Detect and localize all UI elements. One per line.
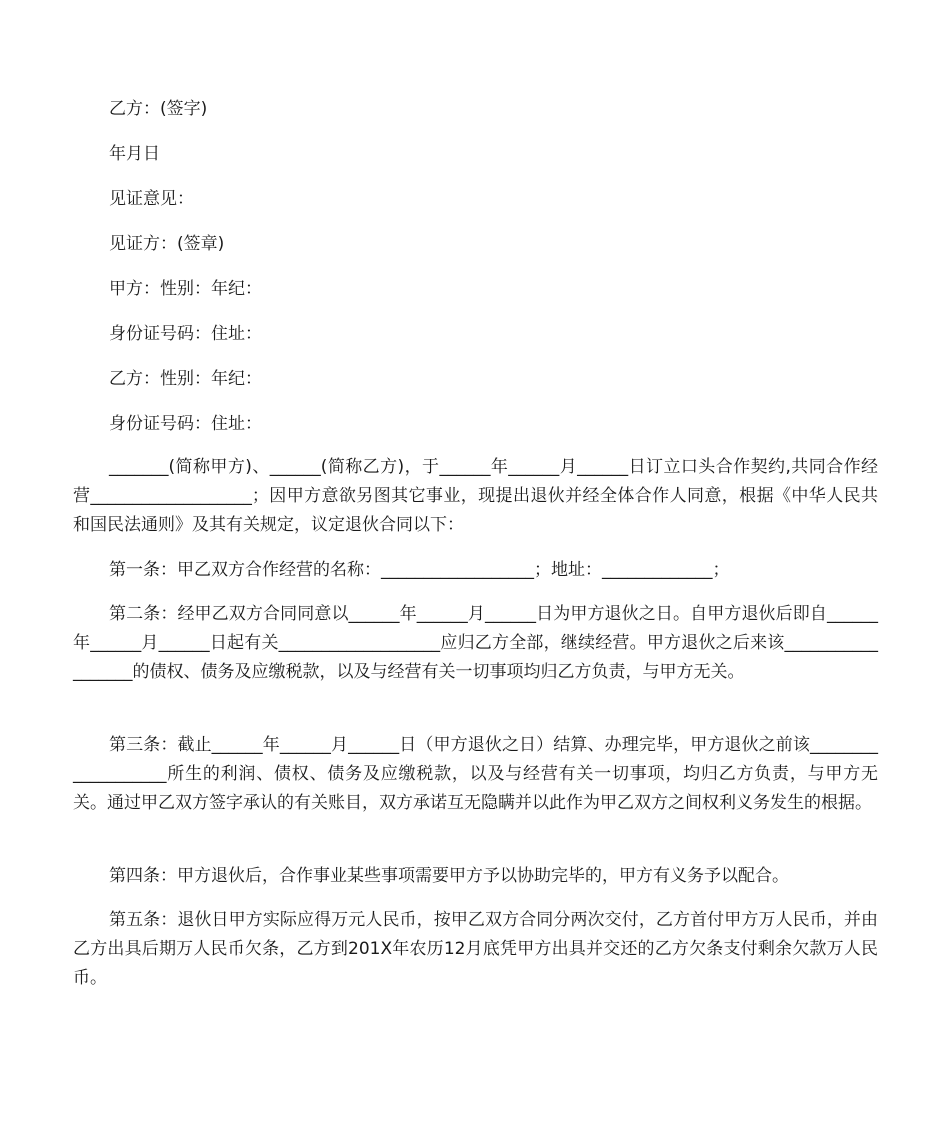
party-b-id-address-line: 身份证号码：住址： [109, 414, 262, 434]
witness-seal-line: 见证方：(签章) [109, 234, 225, 254]
witness-opinion-line: 见证意见： [109, 189, 194, 209]
party-a-id-address-line: 身份证号码：住址： [109, 324, 262, 344]
party-b-info-line: 乙方：性别：年纪： [109, 369, 262, 389]
article-2: 第二条：经甲乙双方合同同意以______年______月______日为甲方退伙之日。自甲方退伙后即自______年______月______日起有关___________________应归乙方全部，继续经营。甲方退伙之后来该__________________的债权、债务及应缴税款，以及与经营有关一切事项均归乙方负责，与甲方无关。 [73, 604, 878, 682]
date-line: 年月日 [109, 144, 160, 164]
article-1: 第一条：甲乙双方合作经营的名称：__________________；地址：_____________； [109, 560, 730, 580]
article-5: 第五条：退伙日甲方实际应得万元人民币，按甲乙双方合同分两次交付，乙方首付甲方万人民币，并由乙方出具后期万人民币欠条，乙方到201X年农历12月底凭甲方出具并交还的乙方欠条支付剩余欠款万人民币。 [73, 910, 878, 988]
party-b-signature-line: 乙方：(签字) [109, 99, 208, 119]
party-a-info-line: 甲方：性别：年纪： [109, 279, 262, 299]
intro-paragraph: _______(简称甲方)、______(简称乙方)，于______年______月______日订立口头合作契约,共同合作经营___________________；因甲方意欲另图其它事业，现提出退伙并经全体合作人同意，根据《中华人民共和国民法通则》及其有关规定，议定退伙合同以下： [73, 457, 878, 535]
article-4: 第四条：甲方退伙后，合作事业某些事项需要甲方予以协助完毕的，甲方有义务予以配合。 [109, 866, 789, 886]
article-3: 第三条：截止______年______月______日（甲方退伙之日）结算、办理完毕，甲方退伙之前该___________________所生的利润、债权、债务及应缴税款，以及与经营有关一切事项，均归乙方负责，与甲方无关。通过甲乙双方签字承认的有关账目，双方承诺互无隐瞒并以此作为甲乙双方之间权利义务发生的根据。 [73, 735, 878, 813]
